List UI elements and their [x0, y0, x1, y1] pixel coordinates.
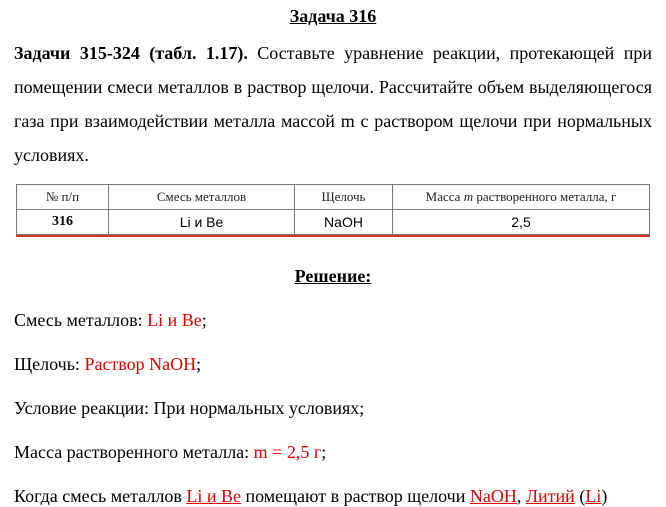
mass-value: m = 2,5 г [253, 442, 322, 462]
alkali-line [14, 354, 201, 375]
header-mix: Смесь металлов [109, 185, 295, 210]
reaction-text-i: ) [601, 486, 608, 506]
mass-end: ; [321, 442, 327, 462]
task-statement [14, 36, 652, 172]
mix-value: Li и Be [147, 310, 202, 330]
header-alkali: Щелочь [295, 185, 393, 210]
reaction-text-e: , [516, 486, 526, 506]
reaction-metals: Li и Be [186, 486, 241, 506]
table-header-row [17, 185, 650, 210]
reaction-li: Li [585, 486, 602, 506]
reaction-lithium: Литий [525, 486, 575, 506]
data-table [16, 184, 650, 237]
reaction-alkali: NaOH [469, 486, 517, 506]
reaction-line [14, 486, 607, 507]
table-row [17, 210, 650, 235]
mix-label: Смесь металлов: [14, 310, 148, 330]
reaction-text-a: Когда смесь металлов [14, 486, 187, 506]
cell-number: 316 [17, 210, 109, 235]
reaction-text-g: ( [574, 486, 586, 506]
reaction-text-c: помещают в раствор щелочи [240, 486, 470, 506]
cell-alkali: NaOH [295, 210, 393, 235]
mass-label: Масса растворенного металла: [14, 442, 254, 462]
mass-line [14, 442, 326, 463]
alkali-end: ; [196, 354, 202, 374]
header-number: № п/п [17, 185, 109, 210]
task-bold-prefix: Задачи 315-324 (табл. 1.17). [14, 43, 248, 63]
condition-line: Условие реакции: При нормальных условиях; [14, 398, 365, 418]
task-text: Составьте уравнение реакции, протекающей при помещении смеси металлов в раствор щелочи. Рассчитайте объем выделяющегося газа при взаимодействии металла массой m с раствором щелочи при нормальных условиях. [14, 43, 652, 165]
cell-mass: 2,5 [393, 210, 650, 235]
solution-title: Решение: [294, 266, 372, 286]
alkali-label: Щелочь: [14, 354, 85, 374]
cell-mix: Li и Be [109, 210, 295, 235]
mix-line [14, 310, 207, 331]
alkali-value: Раствор NaOH [84, 354, 197, 374]
mix-end: ; [201, 310, 207, 330]
problem-title: Задача 316 [289, 6, 377, 26]
header-mass: Масса m растворенного металла, г [393, 185, 650, 210]
